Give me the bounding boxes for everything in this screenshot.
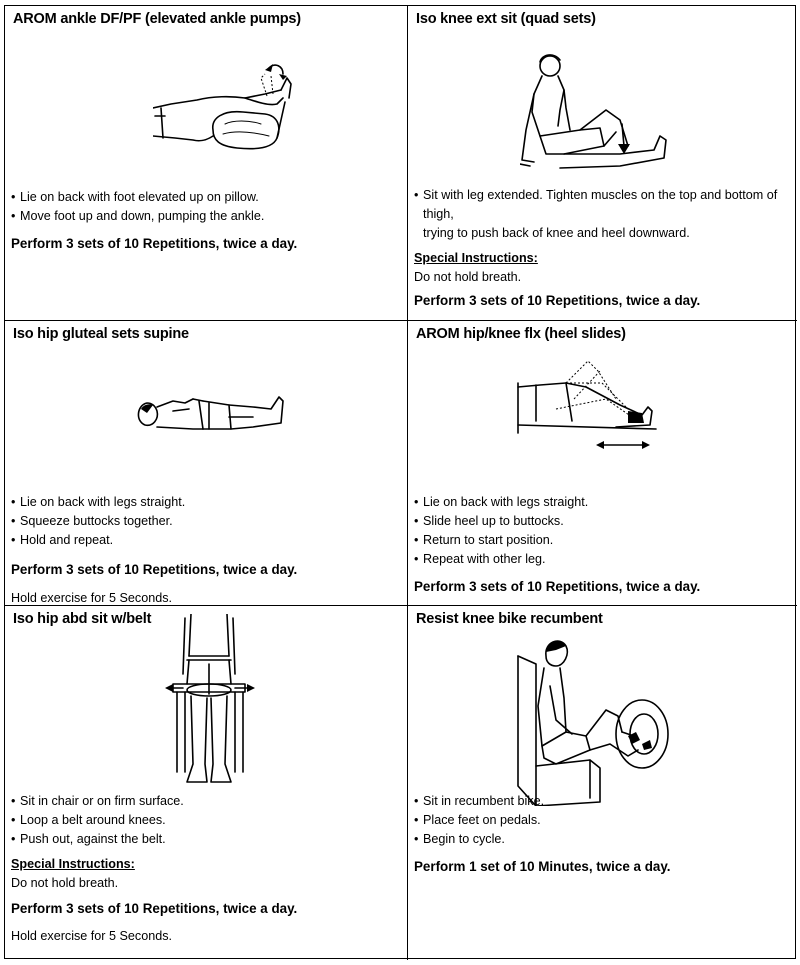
special-instructions-heading: Special Instructions:	[414, 251, 538, 265]
hold-instruction: Hold exercise for 5 Seconds.	[11, 591, 173, 605]
instruction-bullet: • Lie on back with foot elevated up on pillow.	[11, 190, 259, 204]
perform-instruction: Perform 3 sets of 10 Repetitions, twice a day.	[11, 562, 298, 577]
ankle-pumps-illustration	[153, 58, 303, 158]
exercise-title: AROM ankle DF/PF (elevated ankle pumps)	[13, 11, 301, 27]
perform-instruction: Perform 3 sets of 10 Repetitions, twice a day.	[11, 901, 298, 916]
instruction-bullet: • Return to start position.	[414, 533, 554, 547]
instruction-bullet: • Repeat with other leg.	[414, 552, 546, 566]
instruction-bullet-continuation: trying to push back of knee and heel downward.	[423, 226, 690, 240]
hip-abduction-belt-illustration	[165, 614, 257, 790]
exercise-title: Resist knee bike recumbent	[416, 611, 603, 627]
instruction-bullet: • Slide heel up to buttocks.	[414, 514, 564, 528]
exercise-card-gluteal-sets	[5, 321, 408, 606]
instruction-bullet: • Sit in chair or on firm surface.	[11, 794, 184, 808]
exercise-title: AROM hip/knee flx (heel slides)	[416, 326, 626, 342]
exercise-card-recumbent-bike	[408, 606, 797, 960]
instruction-bullet: • Sit with leg extended. Tighten muscles on the top and bottom of thigh,	[414, 188, 778, 221]
instruction-bullet: • Begin to cycle.	[414, 832, 505, 846]
instruction-bullet: • Squeeze buttocks together.	[11, 514, 173, 528]
gluteal-sets-illustration	[133, 383, 285, 443]
special-instructions-text: Do not hold breath.	[11, 876, 119, 890]
exercise-card-heel-slides	[408, 321, 797, 606]
instruction-bullet: • Sit in recumbent bike.	[414, 794, 545, 808]
exercise-instructions	[414, 186, 789, 321]
exercise-card-ankle-pumps	[5, 6, 408, 321]
exercise-sheet	[4, 5, 796, 959]
instruction-bullet: • Move foot up and down, pumping the ankle.	[11, 209, 265, 223]
exercise-card-quad-sets	[408, 6, 797, 321]
perform-instruction: Perform 3 sets of 10 Repetitions, twice a day.	[414, 293, 701, 308]
perform-instruction: Perform 1 set of 10 Minutes, twice a day.	[414, 859, 671, 874]
exercise-title: Iso hip abd sit w/belt	[13, 611, 152, 627]
instruction-bullet: • Lie on back with legs straight.	[414, 495, 589, 509]
recumbent-bike-illustration	[516, 636, 672, 806]
exercise-instructions	[11, 792, 399, 946]
exercise-card-hip-abduction	[5, 606, 408, 960]
exercise-title: Iso knee ext sit (quad sets)	[416, 11, 596, 27]
instruction-bullet: • Push out, against the belt.	[11, 832, 166, 846]
quad-sets-illustration	[520, 50, 670, 175]
instruction-bullet: • Lie on back with legs straight.	[11, 495, 186, 509]
instruction-bullet: • Place feet on pedals.	[414, 813, 541, 827]
exercise-instructions	[414, 493, 789, 606]
exercise-instructions	[414, 792, 789, 876]
perform-instruction: Perform 3 sets of 10 Repetitions, twice a day.	[11, 236, 298, 251]
hold-instruction: Hold exercise for 5 Seconds.	[11, 929, 173, 943]
exercise-instructions	[11, 493, 399, 606]
special-instructions-heading: Special Instructions:	[11, 857, 135, 871]
heel-slides-illustration	[516, 359, 666, 481]
perform-instruction: Perform 3 sets of 10 Repetitions, twice a day.	[414, 579, 701, 594]
exercise-title: Iso hip gluteal sets supine	[13, 326, 189, 342]
exercise-instructions	[11, 188, 399, 253]
special-instructions-text: Do not hold breath.	[414, 270, 522, 284]
instruction-bullet: • Hold and repeat.	[11, 533, 114, 547]
instruction-bullet: • Loop a belt around knees.	[11, 813, 166, 827]
